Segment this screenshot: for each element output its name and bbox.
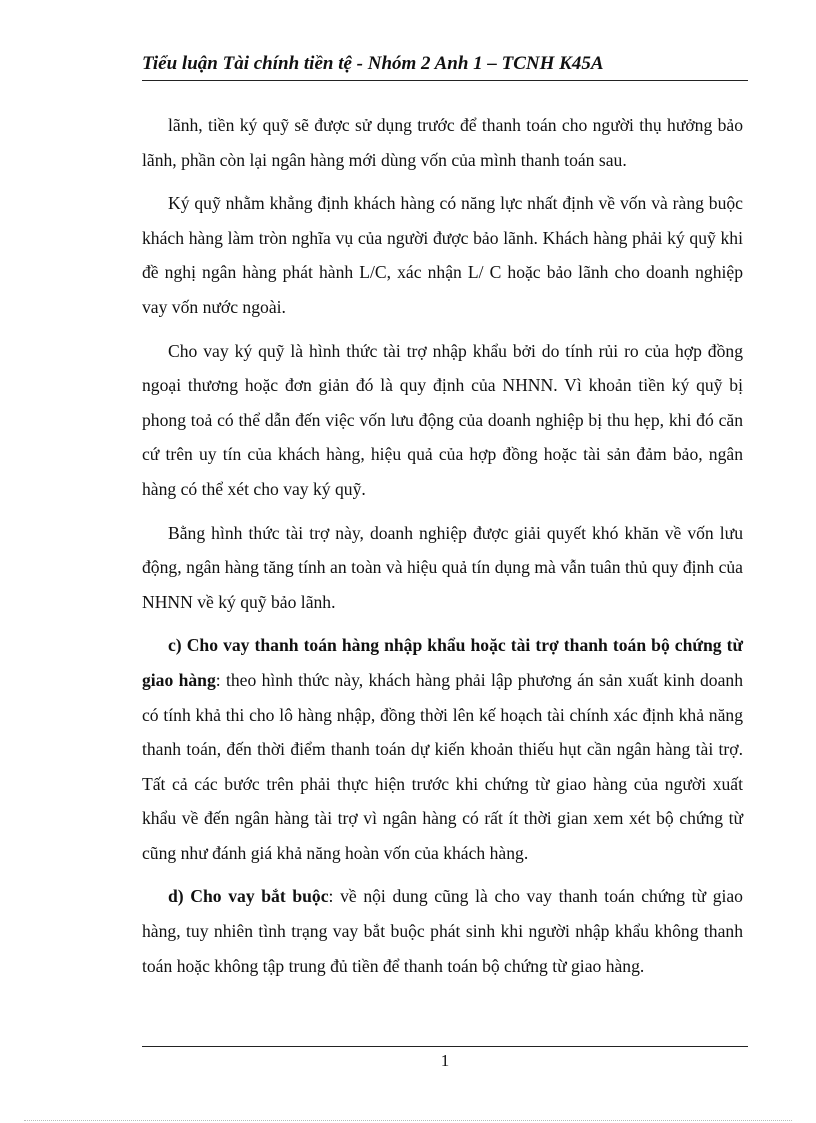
paragraph-c-body: : theo hình thức này, khách hàng phải lập phương án sản xuất kinh doanh có tính khả thi cho lô hàng nhập, đồng thời lên kế hoạch tài chính xác định khả năng thanh toán, đến thời điểm thanh toán dự kiến khoản thiếu hụt cần ngân hàng tài trợ. Tất cả các bước trên phải thực hiện trước khi chứng từ giao hàng của người xuất khẩu về đến ngân hàng tài trợ vì ngân hàng có rất ít thời gian xem xét bộ chứng từ cũng như đánh giá khả năng hoàn vốn của khách hàng.	[142, 669, 743, 863]
paragraph-3: Cho vay ký quỹ là hình thức tài trợ nhập khẩu bởi do tính rủi ro của hợp đồng ngoại thương hoặc đơn giản đó là quy định của NHNN. Vì khoản tiền ký quỹ bị phong toả có thể dẫn đến việc vốn lưu động của doanh nghiệp bị thu hẹp, khi đó căn cứ trên uy tín của khách hàng, hiệu quả của hợp đồng hoặc tài sản đảm bảo, ngân hàng có thể xét cho vay ký quỹ.	[142, 340, 743, 499]
paragraph-c	[142, 628, 743, 870]
paragraph-d	[142, 879, 743, 983]
footer-divider	[142, 1046, 748, 1047]
paragraph-d-body: : về nội dung cũng là cho vay thanh toán chứng từ giao hàng, tuy nhiên tình trạng vay bắt buộc phát sinh khi người nhập khẩu không thanh toán hoặc không tập trung đủ tiền để thanh toán bộ chứng từ giao hàng.	[142, 886, 743, 976]
page-bottom-border	[24, 1120, 792, 1121]
page-number: 1	[440, 1051, 450, 1070]
document-header: Tiểu luận Tài chính tiền tệ - Nhóm 2 Anh 1 – TCNH K45A	[142, 53, 604, 74]
paragraph-4: Bằng hình thức tài trợ này, doanh nghiệp được giải quyết khó khăn về vốn lưu động, ngân hàng tăng tính an toàn và hiệu quả tín dụng mà vẫn tuân thủ quy định của NHNN về ký quỹ bảo lãnh.	[142, 522, 743, 612]
header-divider	[142, 80, 748, 81]
paragraph-c-heading: c) Cho vay thanh toán hàng nhập khẩu hoặc tài trợ thanh toán bộ chứng từ giao hàng	[142, 635, 743, 690]
paragraph-1: lãnh, tiền ký quỹ sẽ được sử dụng trước để thanh toán cho người thụ hưởng bảo lãnh, phần còn lại ngân hàng mới dùng vốn của mình thanh toán sau.	[142, 115, 743, 170]
paragraph-2: Ký quỹ nhằm khẳng định khách hàng có năng lực nhất định về vốn và ràng buộc khách hàng làm tròn nghĩa vụ của người được bảo lãnh. Khách hàng phải ký quỹ khi đề nghị ngân hàng phát hành L/C, xác nhận L/ C hoặc bảo lãnh cho doanh nghiệp vay vốn nước ngoài.	[142, 193, 743, 317]
paragraph-d-heading: d) Cho vay bắt buộc	[168, 886, 329, 907]
document-body	[142, 108, 743, 992]
